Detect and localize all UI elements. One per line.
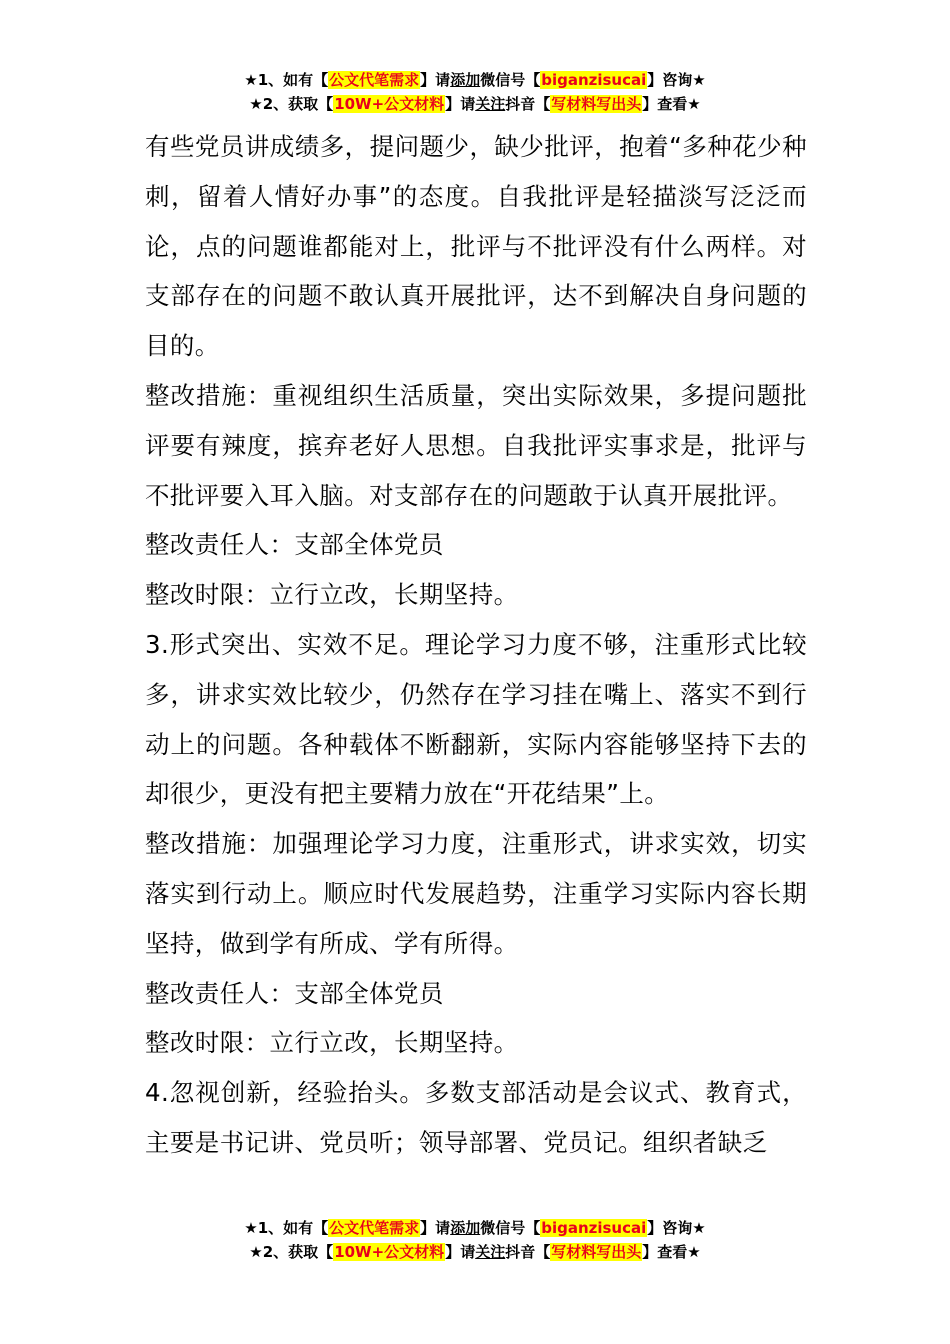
banner-line-2 [0,92,950,116]
banner-text: 】咨询★ [647,71,706,89]
banner-emphasis: 关注 [475,95,506,113]
banner-highlight: biganzisucai [541,71,647,89]
banner-highlight: 写材料写出头 [551,1243,642,1261]
document-body [145,122,807,1168]
banner-highlight: 公文代笔需求 [329,1219,420,1237]
banner-text: 】请 [420,1219,451,1237]
banner-text: 微信号【 [480,1219,541,1237]
paragraph: 整改责任人：支部全体党员 [145,978,444,1008]
banner-text: ★2、获取【 [249,95,334,113]
banner-text: 】请 [445,95,476,113]
paragraph: 整改时限：立行立改，长期坚持。 [145,580,519,610]
paragraph: 有些党员讲成绩多，提问题少，缺少批评，抱着“多种花少种刺，留着人情好办事”的态度。自我批评是轻描淡写泛泛而论，点的问题谁都能对上，批评与不批评没有什么两样。对支部存在的问题不敢认真开展批评，达不到解决自身问题的目的。 [145,132,807,361]
paragraph: 3.形式突出、实效不足。理论学习力度不够，注重形式比较多，讲求实效比较少，仍然存在学习挂在嘴上、落实不到行动上的问题。各种载体不断翻新，实际内容能够坚持下去的却很少，更没有把主要精力放在“开花结果”上。 [145,629,807,809]
banner-emphasis: 添加 [450,1219,481,1237]
banner-text: 抖音【 [505,1243,551,1261]
banner-line-2 [0,1240,950,1264]
banner-emphasis: 添加 [450,71,481,89]
banner-text: 】请 [445,1243,476,1261]
paragraph: 整改措施：加强理论学习力度，注重形式，讲求实效，切实落实到行动上。顺应时代发展趋势，注重学习实际内容长期坚持，做到学有所成、学有所得。 [145,829,807,958]
banner-text: 】请 [420,71,451,89]
banner-text: ★1、如有【 [244,1219,329,1237]
paragraph: 4.忽视创新，经验抬头。多数支部活动是会议式、教育式，主要是书记讲、党员听；领导部署、党员记。组织者缺乏 [145,1078,807,1157]
banner-highlight: 写材料写出头 [551,95,642,113]
paragraph: 整改时限：立行立改，长期坚持。 [145,1028,519,1058]
banner-text: 抖音【 [505,95,551,113]
banner-text: 】查看★ [642,1243,701,1261]
header-banner [0,68,950,116]
banner-text: ★1、如有【 [244,71,329,89]
banner-emphasis: 关注 [475,1243,506,1261]
paragraph: 整改责任人：支部全体党员 [145,530,444,560]
banner-text: 】咨询★ [647,1219,706,1237]
banner-highlight: 10W+公文材料 [334,95,445,113]
banner-text: 微信号【 [480,71,541,89]
banner-line-1 [0,68,950,92]
paragraph: 整改措施：重视组织生活质量，突出实际效果，多提问题批评要有辣度，摈弃老好人思想。自我批评实事求是，批评与不批评要入耳入脑。对支部存在的问题敢于认真开展批评。 [145,380,807,510]
footer-banner [0,1216,950,1264]
banner-line-1 [0,1216,950,1240]
banner-highlight: 10W+公文材料 [334,1243,445,1261]
banner-text: 】查看★ [642,95,701,113]
banner-text: ★2、获取【 [249,1243,334,1261]
banner-highlight: biganzisucai [541,1219,647,1237]
banner-highlight: 公文代笔需求 [329,71,420,89]
